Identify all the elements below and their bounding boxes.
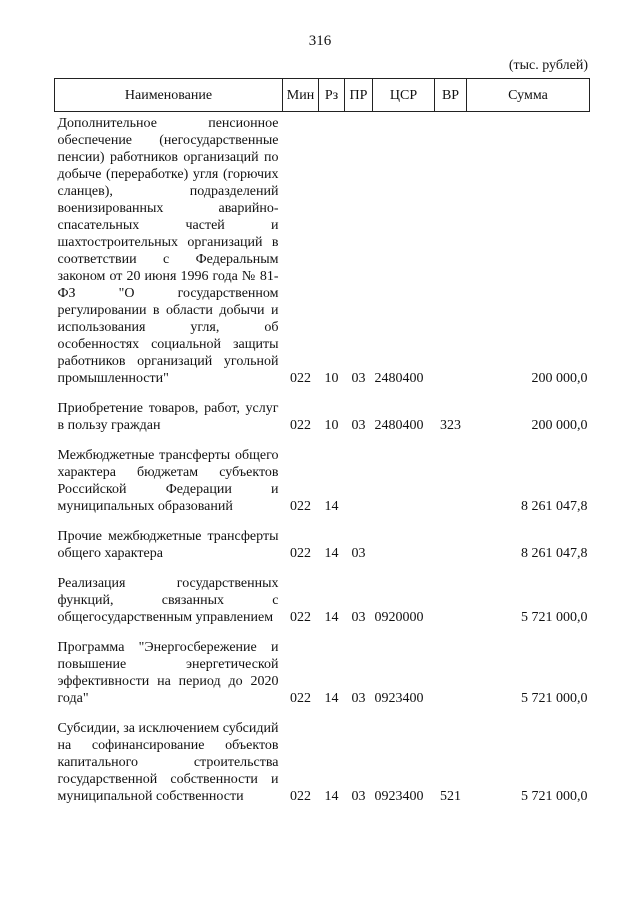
row-sum: 5 721 000,0 bbox=[521, 691, 588, 706]
units-label: (тыс. рублей) bbox=[508, 58, 588, 73]
header-pr: ПР bbox=[345, 79, 373, 112]
row-rz: 14 bbox=[324, 499, 339, 514]
row-name: Межбюджетные трансферты общего характера бюджетам субъектов Российской Федерации и муниципальных образований bbox=[57, 448, 279, 514]
row-csr: 0923400 bbox=[374, 789, 424, 804]
table-row bbox=[55, 441, 590, 522]
table-row bbox=[55, 569, 590, 633]
row-sum: 200 000,0 bbox=[531, 371, 588, 386]
row-min: 022 bbox=[290, 789, 311, 804]
row-vr bbox=[435, 633, 467, 714]
row-vr bbox=[435, 441, 467, 522]
row-csr bbox=[373, 441, 435, 522]
row-vr bbox=[435, 112, 467, 395]
row-sum: 5 721 000,0 bbox=[521, 610, 588, 625]
table-row bbox=[55, 394, 590, 441]
row-min: 022 bbox=[290, 418, 311, 433]
row-pr: 03 bbox=[351, 610, 366, 625]
budget-table bbox=[54, 78, 590, 812]
table-row bbox=[55, 522, 590, 569]
row-name: Дополнительное пенсионное обеспечение (негосударственные пенсии) работников организаций по добыче (переработке) угля (горючих сланцев), подразделений военизированных аварийно-спасательных частей и шахтостроительных организаций в соответствии с Федеральным законом от 20 июня 1996 года № 81-ФЗ "О государственном регулировании в области добычи и использования угля, об особенностях социальной защиты работников организаций угольной промышленности" bbox=[57, 116, 279, 386]
row-rz: 10 bbox=[324, 371, 339, 386]
row-rz: 10 bbox=[324, 418, 339, 433]
header-name: Наименование bbox=[55, 79, 283, 112]
row-vr: 323 bbox=[440, 418, 461, 433]
row-rz: 14 bbox=[324, 691, 339, 706]
row-rz: 14 bbox=[324, 546, 339, 561]
row-csr: 2480400 bbox=[374, 418, 424, 433]
row-pr: 03 bbox=[351, 371, 366, 386]
row-sum: 8 261 047,8 bbox=[521, 546, 588, 561]
row-sum: 5 721 000,0 bbox=[521, 789, 588, 804]
row-vr bbox=[435, 522, 467, 569]
row-pr: 03 bbox=[351, 691, 366, 706]
row-name: Приобретение товаров, работ, услуг в пользу граждан bbox=[57, 401, 279, 433]
row-csr: 0923400 bbox=[374, 691, 424, 706]
row-pr: 03 bbox=[351, 546, 366, 561]
row-rz: 14 bbox=[324, 789, 339, 804]
table-row bbox=[55, 112, 590, 395]
header-rz: Рз bbox=[319, 79, 345, 112]
header-sum: Сумма bbox=[467, 79, 590, 112]
row-vr bbox=[435, 569, 467, 633]
row-vr: 521 bbox=[440, 789, 461, 804]
row-sum: 8 261 047,8 bbox=[521, 499, 588, 514]
row-name: Реализация государственных функций, связанных с общегосударственным управлением bbox=[57, 576, 279, 625]
header-csr: ЦСР bbox=[373, 79, 435, 112]
row-pr: 03 bbox=[351, 789, 366, 804]
row-pr bbox=[345, 441, 373, 522]
row-csr: 0920000 bbox=[374, 610, 424, 625]
table-row bbox=[55, 714, 590, 812]
row-min: 022 bbox=[290, 499, 311, 514]
table-header-row bbox=[55, 79, 590, 112]
page-number: 316 bbox=[308, 33, 332, 49]
header-min: Мин bbox=[283, 79, 319, 112]
row-pr: 03 bbox=[351, 418, 366, 433]
row-csr: 2480400 bbox=[374, 371, 424, 386]
row-name: Программа "Энергосбережение и повышение энергетической эффективности на период до 2020 года" bbox=[57, 640, 279, 706]
row-min: 022 bbox=[290, 371, 311, 386]
row-min: 022 bbox=[290, 610, 311, 625]
row-sum: 200 000,0 bbox=[531, 418, 588, 433]
table-row bbox=[55, 633, 590, 714]
row-rz: 14 bbox=[324, 610, 339, 625]
row-min: 022 bbox=[290, 546, 311, 561]
row-min: 022 bbox=[290, 691, 311, 706]
row-name: Субсидии, за исключением субсидий на софинансирование объектов капитального строительства государственной собственности и муниципальной собственности bbox=[57, 721, 279, 804]
header-vr: ВР bbox=[435, 79, 467, 112]
row-name: Прочие межбюджетные трансферты общего характера bbox=[57, 529, 279, 561]
row-csr bbox=[373, 522, 435, 569]
